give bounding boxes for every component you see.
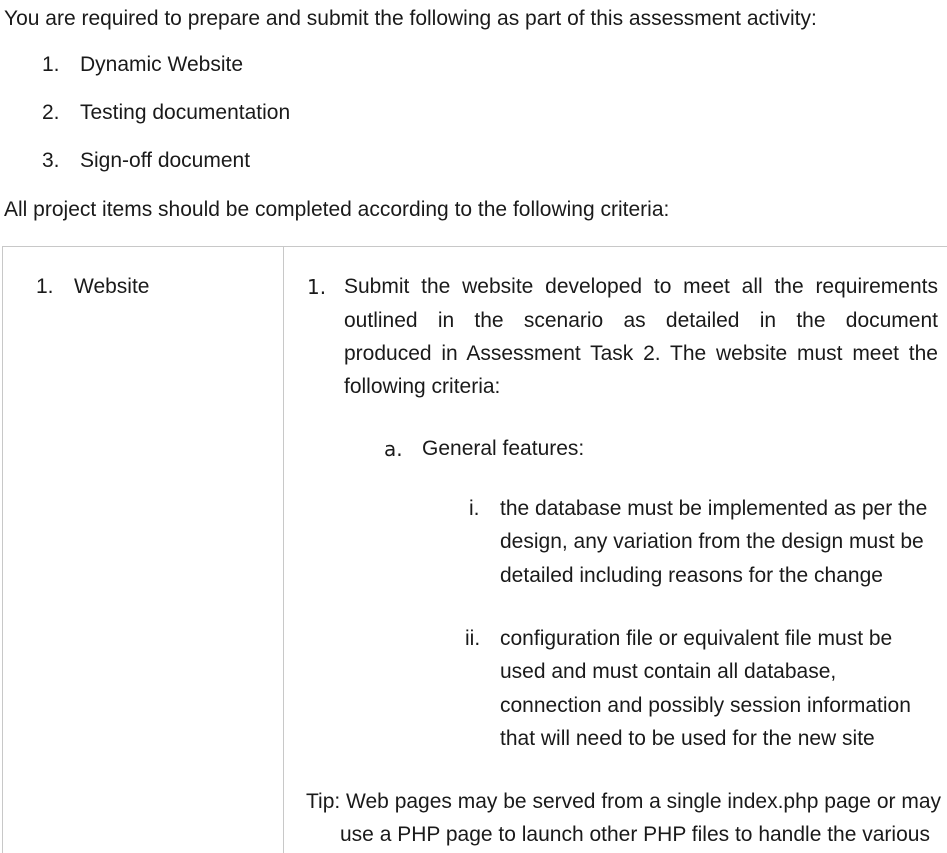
list-item: Dynamic Website xyxy=(80,53,243,76)
list-item-number: 1. xyxy=(42,53,60,76)
table-column-divider xyxy=(283,246,284,853)
description-number: 1. xyxy=(307,275,327,299)
list-item-number: 3. xyxy=(42,149,60,172)
roman-line: the database must be implemented as per the xyxy=(500,497,928,520)
criteria-intro-text: All project items should be completed according to the following criteria: xyxy=(4,198,670,221)
tip-line: use a PHP page to launch other PHP files to handle the various xyxy=(340,823,930,846)
item-number: 1. xyxy=(36,275,54,298)
roman-line: detailed including reasons for the change xyxy=(500,564,883,587)
intro-text: You are required to prepare and submit the following as part of this assessment activity: xyxy=(4,7,817,30)
description-line: Submit the website developed to meet all the requirements xyxy=(344,275,938,298)
roman-line: configuration file or equivalent file must be xyxy=(500,627,893,650)
sub-item-text: General features: xyxy=(422,437,585,460)
description-line: produced in Assessment Task 2. The website must meet the xyxy=(344,342,938,365)
list-item: Testing documentation xyxy=(80,101,291,124)
list-item: Sign-off document xyxy=(80,149,251,172)
table-border-left xyxy=(2,246,3,853)
description-line: outlined in the scenario as detailed in the document xyxy=(344,309,938,332)
table-border-top xyxy=(2,246,947,247)
list-item-number: 2. xyxy=(42,101,60,124)
sub-item-letter: a. xyxy=(384,437,403,461)
tip-line: Tip: Web pages may be served from a single index.php page or may xyxy=(306,790,942,813)
roman-line: used and must contain all database, xyxy=(500,660,837,683)
roman-number: i. xyxy=(469,497,480,520)
description-line: following criteria: xyxy=(344,375,501,398)
roman-number: ii. xyxy=(465,627,481,650)
roman-line: that will need to be used for the new site xyxy=(500,727,875,750)
roman-line: connection and possibly session information xyxy=(500,694,911,717)
item-label: Website xyxy=(74,275,150,298)
roman-line: design, any variation from the design must be xyxy=(500,530,924,553)
